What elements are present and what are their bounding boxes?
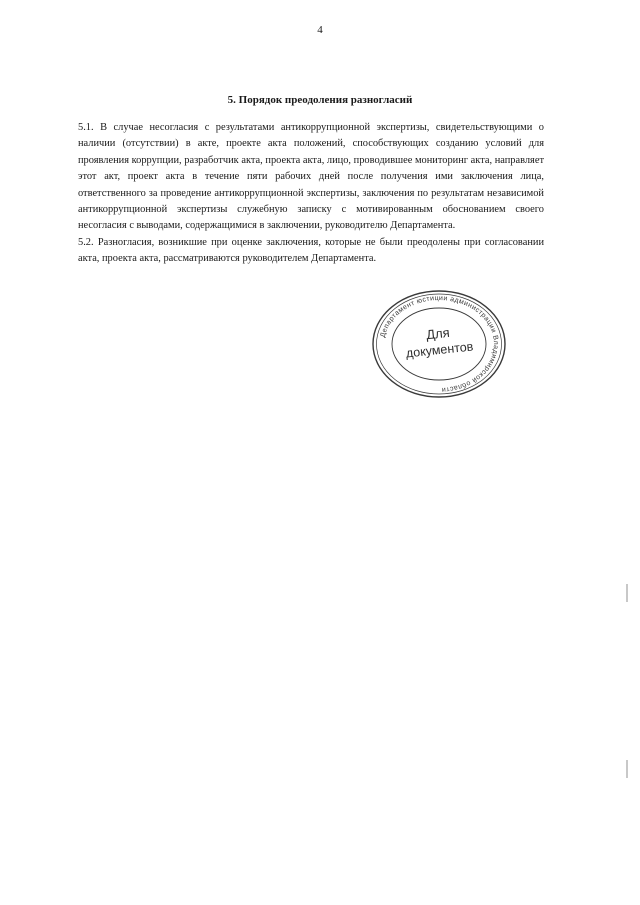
document-body: [78, 120, 544, 268]
scan-edge-mark: [626, 760, 628, 778]
stamp-center-line-1: Для: [425, 324, 451, 343]
paragraph-5-1: 5.1. В случае несогласия с результатами антикоррупционной экспертизы, свидетельствующими о наличии (отсутствии) в акте, проекте акта положений, способствующих созданию условий для проявления коррупции, разработчик акта, проекта акта, лицо, проводившее мониторинг акта, направляет этот акт, проект акта в течение пяти рабочих дней после получения ими заключения лица, ответственного за проведение антикоррупционной экспертизы, заключения по результатам независимой антикоррупционной экспертизы служебную записку с мотивированным обоснованием своего несогласия с выводами, содержащимися в заключении, руководителю Департамента.: [78, 122, 544, 232]
section-heading: 5. Порядок преодоления разногласий: [227, 94, 413, 106]
official-stamp: [370, 288, 508, 400]
stamp-center-line-2: документов: [405, 339, 474, 361]
scan-edge-mark: [626, 584, 628, 602]
stamp-ring-text: Департамент юстиции администрации Владимирской области: [379, 294, 500, 393]
page-number: 4: [317, 24, 323, 36]
paragraph-5-2: 5.2. Разногласия, возникшие при оценке заключения, которые не были преодолены при согласовании акта, проекта акта, рассматриваются руководителем Департамента.: [78, 236, 544, 265]
